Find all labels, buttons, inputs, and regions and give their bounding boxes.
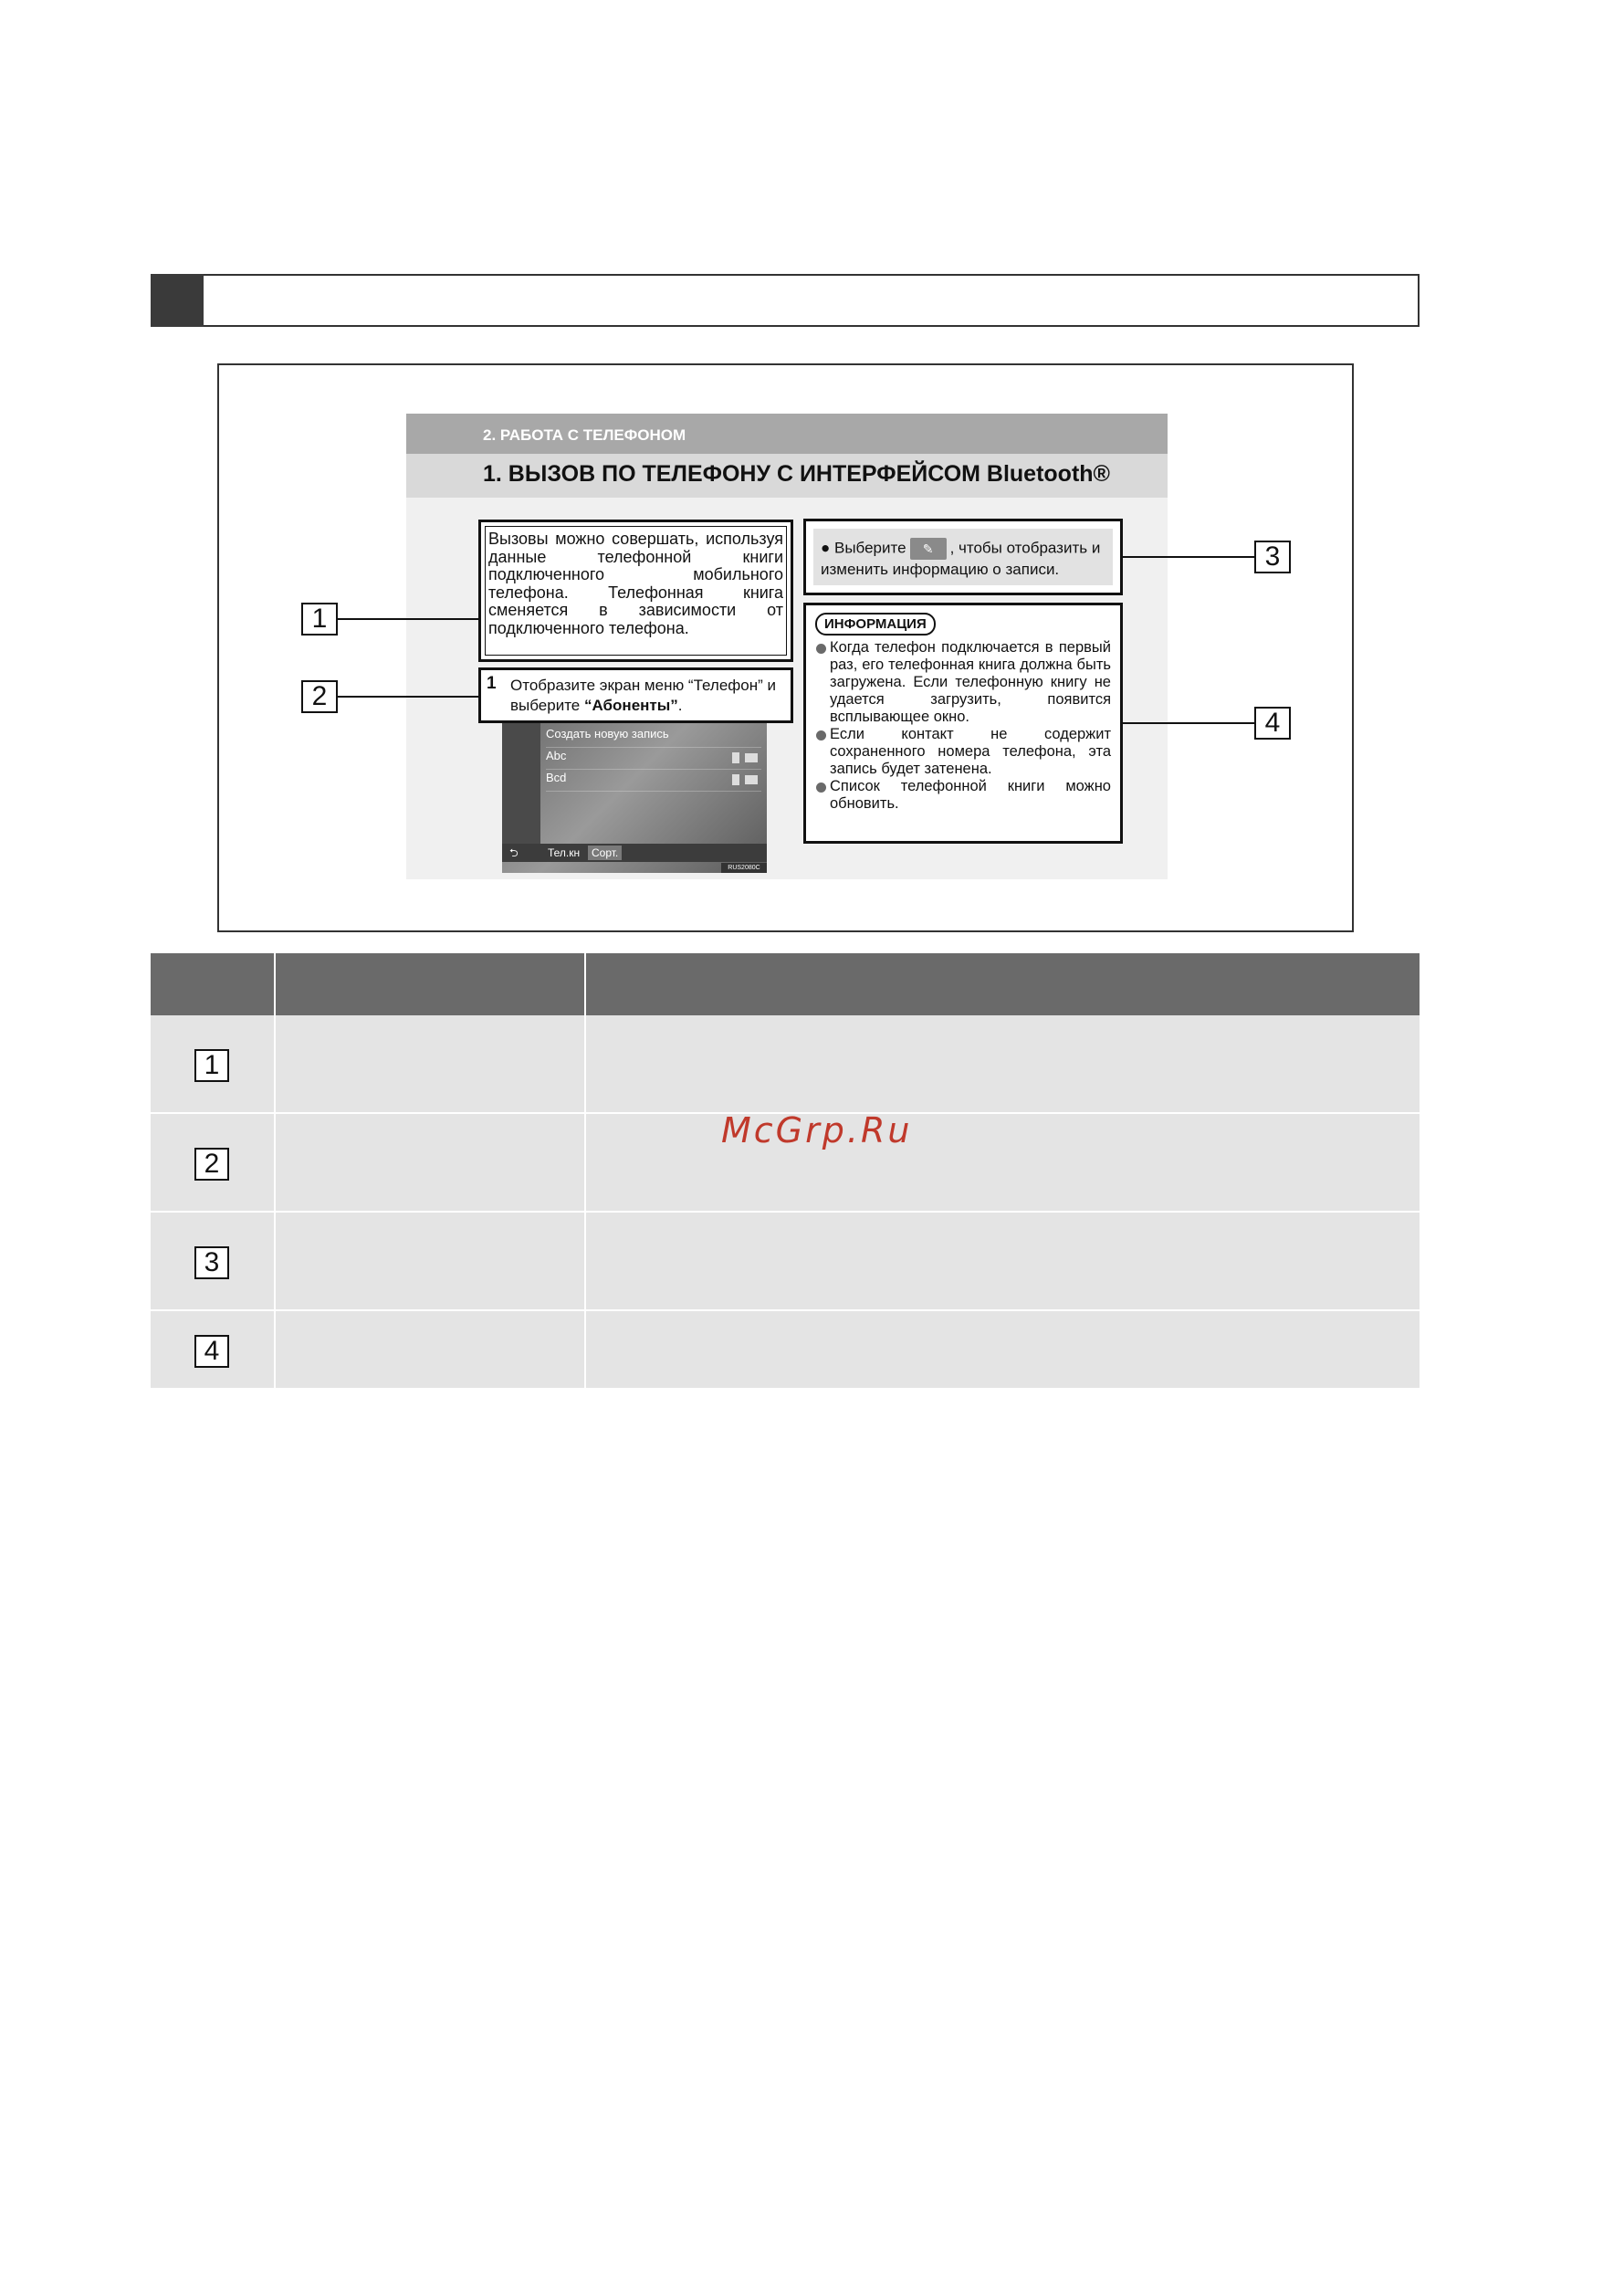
info-badge: ИНФОРМАЦИЯ: [815, 613, 936, 636]
step-text-post: .: [677, 697, 683, 714]
table-header: [151, 953, 1420, 1015]
callout-3: 3: [1254, 541, 1291, 573]
step-text-bold: “Абоненты”: [583, 697, 678, 714]
phone-tab-sort: Сорт.: [588, 846, 622, 860]
manual-section-band: [406, 414, 1168, 454]
edit-icon: ✎: [910, 538, 947, 560]
phone-image-code: RUS2080C: [721, 863, 767, 873]
section-header-bar: [151, 274, 1420, 327]
back-icon: ⮌: [509, 846, 519, 859]
phone-icon: [732, 752, 739, 763]
manual-page-title: 1. ВЫЗОВ ПО ТЕЛЕФОНУ С ИНТЕРФЕЙСОМ Bluetooth®: [483, 461, 1110, 487]
phone-row-new: [546, 727, 761, 748]
select-hint-box: [803, 519, 1123, 595]
phone-side-menu: [502, 723, 540, 860]
step-box: [478, 667, 793, 723]
info-item-1: Когда телефон подключается в первый раз, его телефонная книга должна быть загружена. Если телефонную книгу не удается загрузить, появится всплывающее окно.: [815, 639, 1111, 726]
mail-icon: [745, 775, 758, 784]
table-row-number-3: 3: [194, 1246, 229, 1279]
callout-2: 2: [301, 680, 338, 713]
table-row-number-1: 1: [194, 1049, 229, 1082]
step-text: [510, 676, 787, 716]
select-hint-post: , чтобы отобразить и изменить информацию о записи.: [821, 539, 1101, 578]
callout-4: 4: [1254, 707, 1291, 740]
info-item-3: Список телефонной книги можно обновить.: [815, 778, 1111, 813]
intro-text-box: [478, 520, 793, 662]
phone-row-abc: [546, 749, 761, 770]
select-hint-text: [813, 529, 1113, 585]
callout-3-leader: [1123, 556, 1254, 558]
phone-tab-bar: [502, 844, 767, 862]
phone-icon: [732, 774, 739, 785]
watermark: McGrp.Ru: [721, 1110, 913, 1150]
manual-section-label: 2. РАБОТА С ТЕЛЕФОНОМ: [483, 426, 686, 444]
table-row-number-4: 4: [194, 1335, 229, 1368]
phone-row-abc-label: Abc: [546, 749, 567, 762]
phone-row-bcd-label: Bcd: [546, 771, 567, 784]
section-header-marker: [151, 274, 204, 327]
select-hint-pre: ● Выберите: [821, 539, 906, 557]
phone-row-new-label: Создать новую запись: [546, 727, 669, 741]
phone-row-bcd: [546, 771, 761, 792]
manual-title-band: [406, 454, 1168, 498]
table-row: [151, 1015, 1420, 1112]
callout-1: 1: [301, 603, 338, 636]
callout-2-leader: [338, 696, 478, 698]
table-col-divider-2-body: [584, 1015, 586, 1388]
table-col-divider-1-body: [274, 1015, 276, 1388]
step-number: 1: [487, 674, 497, 693]
callout-1-leader: [338, 618, 478, 620]
info-item-2: Если контакт не содержит сохраненного номера телефона, эта запись будет затенена.: [815, 726, 1111, 778]
table-row: [151, 1311, 1420, 1388]
table-row: [151, 1213, 1420, 1309]
intro-text: Вызовы можно совершать, используя данные телефонной книги подключенного мобильного телефона. Телефонная книга сменяется в зависимости от подключенного телефона.: [488, 530, 783, 637]
info-box: [803, 603, 1123, 844]
phone-tab-phonebook: Тел.кн: [548, 846, 581, 859]
table-row-number-2: 2: [194, 1148, 229, 1181]
step-text-pre: Отобразите экран меню “Телефон” и выберите: [510, 677, 776, 714]
callout-4-leader: [1123, 722, 1254, 724]
mail-icon: [745, 753, 758, 762]
